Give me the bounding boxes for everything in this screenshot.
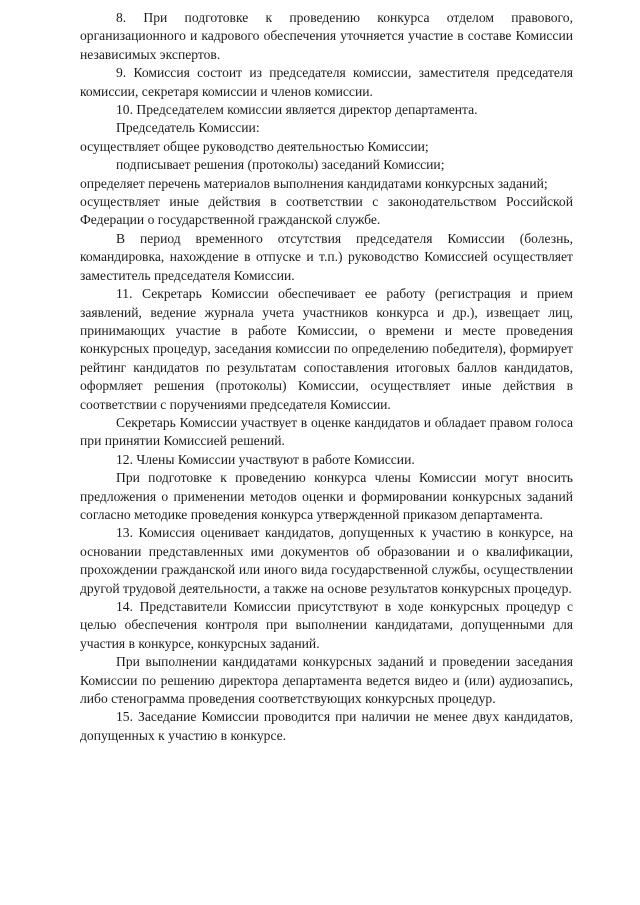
chairman-duty-sign-decisions: подписывает решения (протоколы) заседаний Комиссии; (116, 157, 445, 173)
paragraph-item-9: 9. Комиссия состоит из председателя комиссии, заместителя председателя комиссии, секретаря комиссии и членов комиссии. (80, 65, 573, 99)
document-body (80, 9, 573, 745)
paragraph-item-12: 12. Члены Комиссии участвуют в работе Комиссии. (116, 451, 415, 467)
paragraph-item-15: 15. Заседание Комиссии проводится при наличии не менее двух кандидатов, допущенных к участию в конкурсе. (80, 709, 573, 743)
recording-paragraph: При выполнении кандидатами конкурсных заданий и проведении заседания Комиссии по решению директора департамента ведется видео и (или) аудиозапись, либо стенограмма проведения соответствующих конкурсных процедур. (80, 654, 573, 707)
paragraph-item-8: 8. При подготовке к проведению конкурса отделом правового, организационного и кадрового обеспечения уточняется участие в составе Комиссии независимых экспертов. (80, 10, 573, 62)
chairman-duty-other-actions: осуществляет иные действия в соответствии с законодательством Российской Федерации о государственной гражданской службе. (80, 194, 573, 228)
paragraph-item-10: 10. Председателем комиссии является директор департамента. (116, 102, 478, 118)
paragraph-item-11: 11. Секретарь Комиссии обеспечивает ее работу (регистрация и прием заявлений, ведение журнала учета участников конкурса и др.), извещает лиц, принимающих участие в работе Комиссии, о времени и месте проведения конкурсных процедур, заседания комиссии по определению победителя), формирует рейтинг кандидатов по результатам сопоставления итоговых баллов кандидатов, оформляет решения (протоколы) Комиссии, осуществляет иные действия в соответствии с поручениями председателя Комиссии. (80, 286, 573, 412)
members-proposals-paragraph: При подготовке к проведению конкурса члены Комиссии могут вносить предложения о применении методов оценки и формировании конкурсных заданий согласно методике проведения конкурса утвержденной приказом департамента. (80, 470, 573, 522)
paragraph-item-14: 14. Представители Комиссии присутствуют в ходе конкурсных процедур с целью обеспечения контроля при выполнении кандидатами, допущенными для участия в конкурсе, конкурсных заданий. (80, 599, 573, 651)
chairman-absence-paragraph: В период временного отсутствия председателя Комиссии (болезнь, командировка, нахождение в отпуске и т.п.) руководство Комиссией осуществляет заместитель председателя Комиссии. (80, 230, 573, 283)
chairman-heading: Председатель Комиссии: (116, 120, 260, 136)
secretary-voting-paragraph: Секретарь Комиссии участвует в оценке кандидатов и обладает правом голоса при принятии Комиссией решений. (80, 414, 573, 449)
paragraph-item-13: 13. Комиссия оценивает кандидатов, допущенных к участию в конкурсе, на основании представленных ими документов об образовании и о квалификации, прохождении гражданской или иного вида государственной службы, осуществлении другой трудовой деятельности, а также на основе результатов конкурсных процедур. (80, 525, 573, 596)
chairman-duty-general-management: осуществляет общее руководство деятельностью Комиссии; (80, 138, 429, 154)
chairman-duty-define-materials: определяет перечень материалов выполнения кандидатами конкурсных заданий; (80, 175, 548, 191)
